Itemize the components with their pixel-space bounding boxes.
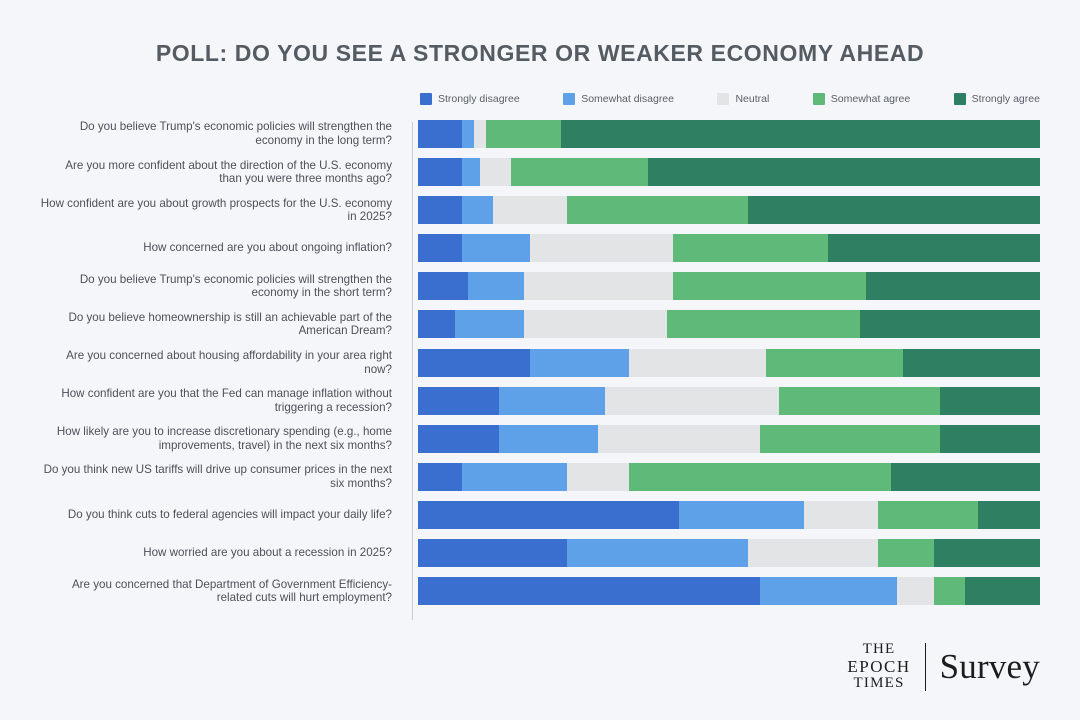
bar-segment [748,539,879,567]
bar-segment [766,349,903,377]
legend-label: Somewhat agree [830,93,911,105]
bar-segment [474,120,486,148]
bar-segment [940,425,1040,453]
bar-row-label: Are you concerned that Department of Government Efficiency-related cuts will hurt employment? [71,577,392,605]
bar-segment [629,463,890,491]
stacked-bar [418,577,1040,605]
bar-segment [462,234,530,262]
bar-segment [418,425,499,453]
bar-segment [462,120,474,148]
bar-segment [418,310,455,338]
bar-segment [567,539,747,567]
bar-segment [934,577,965,605]
legend-swatch-neutral [717,93,729,105]
bar-segment [860,310,1040,338]
bar-row-label: How worried are you about a recession in 2025? [143,546,392,560]
bar-row-label: How confident are you that the Fed can manage inflation without triggering a recession? [61,387,392,414]
bar-segment [567,463,629,491]
stacked-bar [418,501,1040,529]
bar-row [40,234,1040,262]
legend-label: Neutral [735,93,770,105]
bar-segment [486,120,561,148]
bar-row-label: Do you think cuts to federal agencies will impact your daily life? [67,508,392,522]
bar-row [40,463,1040,491]
bar-segment [940,387,1040,415]
bar-segment [418,196,462,224]
bar-segment [418,349,530,377]
bar-segment [468,272,524,300]
bar-segment [418,539,567,567]
bar-segment [903,349,1040,377]
bar-segment [462,158,481,186]
bar-row-label: How confident are you about growth prospects for the U.S. economy in 2025? [40,196,392,224]
epoch-times-wordmark [847,641,910,692]
legend-swatch-somewhat-agree [813,93,825,105]
bar-segment [418,234,462,262]
bar-row [40,501,1040,529]
bar-segment [493,196,568,224]
stacked-bar [418,387,1040,415]
bar-segment [511,158,648,186]
bar-segment [878,501,978,529]
bar-segment [965,577,1040,605]
stacked-bar [418,234,1040,262]
page-title: POLL: DO YOU SEE A STRONGER OR WEAKER ECONOMY AHEAD [155,40,925,66]
brand-line-the: THE [862,641,896,657]
bar-segment [828,234,1039,262]
stacked-bar [418,310,1040,338]
bar-segment [499,425,599,453]
bar-row-label: Are you concerned about housing affordability in your area right now? [66,348,392,376]
stacked-bar [418,196,1040,224]
logo-divider [925,643,926,691]
bar-row-label: Are you more confident about the direction of the U.S. economy than you were three months ago? [65,158,392,186]
bar-row [40,120,1040,148]
legend-item [954,93,1040,105]
bar-row-label: How concerned are you about ongoing inflation? [143,241,392,255]
bar-row [40,577,1040,605]
bar-row-label: How likely are you to increase discretionary spending (e.g., home improvements, travel) in the next six months? [56,425,392,452]
bar-segment [418,577,760,605]
bar-segment [779,387,941,415]
bar-segment [567,196,747,224]
stacked-bar [418,425,1040,453]
bar-segment [804,501,879,529]
bar-segment [891,463,1040,491]
bar-segment [679,501,803,529]
bar-segment [499,387,605,415]
bar-segment [524,272,673,300]
brand-line-epoch: EPOCH [847,657,911,676]
bar-row [40,196,1040,224]
stacked-bar [418,349,1040,377]
bar-segment [418,501,679,529]
legend-swatch-strongly-agree [954,93,966,105]
bar-row-label: Do you believe Trump's economic policies will strengthen the economy in the long term? [79,120,392,147]
bar-segment [530,349,630,377]
bar-row [40,158,1040,186]
bar-segment [866,272,1040,300]
bar-segment [648,158,1040,186]
stacked-bar [418,463,1040,491]
bar-segment [897,577,934,605]
stacked-bar [418,120,1040,148]
bar-row [40,349,1040,377]
bar-segment [418,272,468,300]
legend-item [717,93,769,105]
bar-segment [605,387,779,415]
legend-label: Strongly disagree [438,93,520,105]
bar-row [40,387,1040,415]
bar-row [40,425,1040,453]
bar-segment [462,463,568,491]
bar-segment [760,425,940,453]
legend-item [420,93,520,105]
stacked-bar [418,272,1040,300]
bar-segment [561,120,1040,148]
legend-label: Somewhat disagree [581,93,674,105]
bar-segment [978,501,1040,529]
bar-segment [418,120,462,148]
bar-row-label: Do you believe homeownership is still an achievable part of the American Dream? [68,310,392,338]
bar-row-label: Do you believe Trump's economic policies will strengthen the economy in the short term? [79,272,392,300]
legend-item [813,93,910,105]
bar-row [40,539,1040,567]
bar-segment [673,272,866,300]
bar-segment [667,310,860,338]
chart-legend [420,93,1040,105]
bar-segment [629,349,766,377]
bar-segment [480,158,511,186]
bar-segment [934,539,1040,567]
bar-segment [598,425,760,453]
brand-logo [847,641,1040,692]
bar-segment [530,234,673,262]
stacked-bar [418,539,1040,567]
brand-line-times: TIMES [853,675,905,691]
bar-rows [40,120,1040,615]
bar-segment [418,463,462,491]
bar-segment [760,577,897,605]
legend-item [563,93,674,105]
legend-swatch-somewhat-disagree [563,93,575,105]
chart-plot-area [40,120,1040,620]
stacked-bar [418,158,1040,186]
bar-segment [524,310,667,338]
bar-segment [418,158,462,186]
bar-row [40,272,1040,300]
bar-row [40,310,1040,338]
bar-segment [418,387,499,415]
bar-segment [748,196,1040,224]
bar-segment [878,539,934,567]
legend-label: Strongly agree [971,93,1040,105]
bar-segment [455,310,523,338]
bar-segment [673,234,829,262]
bar-segment [462,196,493,224]
survey-wordmark: Survey [939,646,1040,686]
legend-swatch-strongly-disagree [420,93,432,105]
bar-row-label: Do you think new US tariffs will drive up consumer prices in the next six months? [43,463,392,490]
